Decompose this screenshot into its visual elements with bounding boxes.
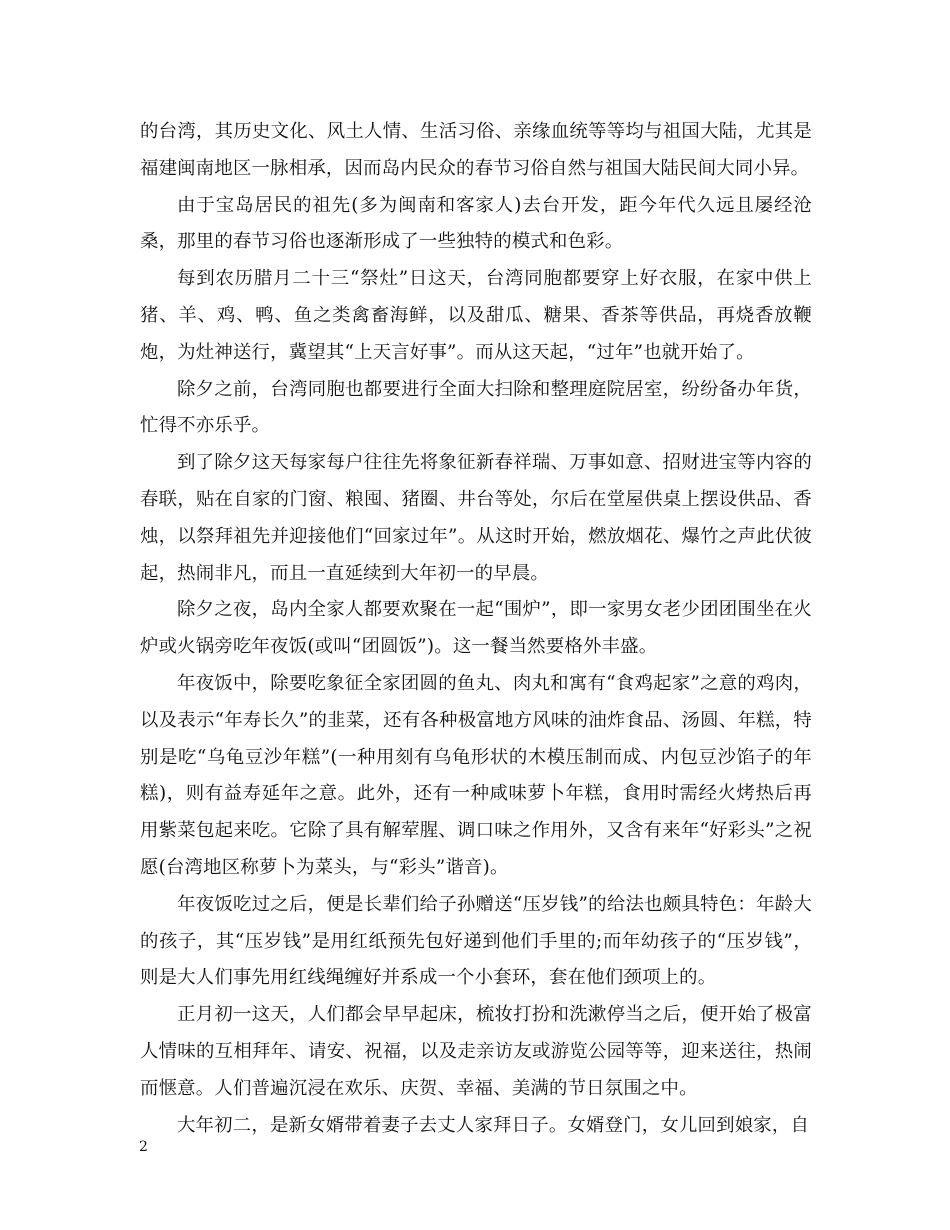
- paragraph-8: 年夜饭吃过之后，便是长辈们给子孙赠送“压岁钱”的给法也颇具特色：年龄大的孩子，其“压岁钱”是用红纸预先包好递到他们手里的;而年幼孩子的“压岁钱”，则是大人们事先用红线绳缠好并系成一个小套环，套在他们颈项上的。: [140, 893, 812, 989]
- paragraph-3: 每到农历腊月二十三“祭灶”日这天，台湾同胞都要穿上好衣服，在家中供上猪、羊、鸡、鸭、鱼之类禽畜海鲜，以及甜瓜、糖果、香茶等供品，再烧香放鞭炮，为灶神送行，冀望其“上天言好事”。而从这天起，“过年”也就开始了。: [140, 268, 812, 363]
- paragraph-1: 的台湾，其历史文化、风土人情、生活习俗、亲缘血统等等均与祖国大陆，尤其是福建闽南地区一脉相承，因而岛内民众的春节习俗自然与祖国大陆民间大同小异。: [140, 121, 812, 179]
- paragraph-5: 到了除夕这天每家每户往往先将象征新春祥瑞、万事如意、招财进宝等内容的春联，贴在自家的门窗、粮囤、猪圈、井台等处，尔后在堂屋供桌上摆设供品、香烛，以祭拜祖先并迎接他们“回家过年”。从这时开始，燃放烟花、爆竹之声此伏彼起，热闹非凡，而且一直延续到大年初一的早晨。: [140, 452, 812, 584]
- paragraph-7: 年夜饭中，除要吃象征全家团圆的鱼丸、肉丸和寓有“食鸡起家”之意的鸡肉，以及表示“年寿长久”的韭菜，还有各种极富地方风味的油炸食品、汤圆、年糕，特别是吃“乌龟豆沙年糕”(一种用刻有乌龟形状的木模压制而成、内包豆沙馅子的年糕)，则有益寿延年之意。此外，还有一种咸味萝卜年糕，食用时需经火烤热后再用紫菜包起来吃。它除了具有解荤腥、调口味之作用外，又含有来年“好彩头”之祝愿(台湾地区称萝卜为菜头，与“彩头”谐音)。: [140, 672, 812, 878]
- paragraph-6: 除夕之夜，岛内全家人都要欢聚在一起“围炉”，即一家男女老少团团围坐在火炉或火锅旁吃年夜饭(或叫“团圆饭”)。这一餐当然要格外丰盛。: [140, 599, 812, 658]
- paragraph-9: 正月初一这天，人们都会早早起床，梳妆打扮和洗漱停当之后，便开始了极富人情味的互相拜年、请安、祝福，以及走亲访友或游览公园等等，迎来送往，热闹而惬意。人们普遍沉浸在欢乐、庆贺、幸福、美满的节日氛围之中。: [140, 1004, 812, 1099]
- paragraph-10: 大年初二，是新女婿带着妻子去丈人家拜日子。女婿登门，女儿回到娘家，自: [177, 1114, 810, 1136]
- paragraph-4: 除夕之前，台湾同胞也都要进行全面大扫除和整理庭院居室，纷纷备办年货，忙得不亦乐乎。: [140, 378, 812, 437]
- body-text: [140, 114, 812, 1144]
- paragraph-2: 由于宝岛居民的祖先(多为闽南和客家人)去台开发，距今年代久远且屡经沧桑，那里的春节习俗也逐渐形成了一些独特的模式和色彩。: [140, 194, 812, 253]
- page-number: 2: [139, 1139, 148, 1155]
